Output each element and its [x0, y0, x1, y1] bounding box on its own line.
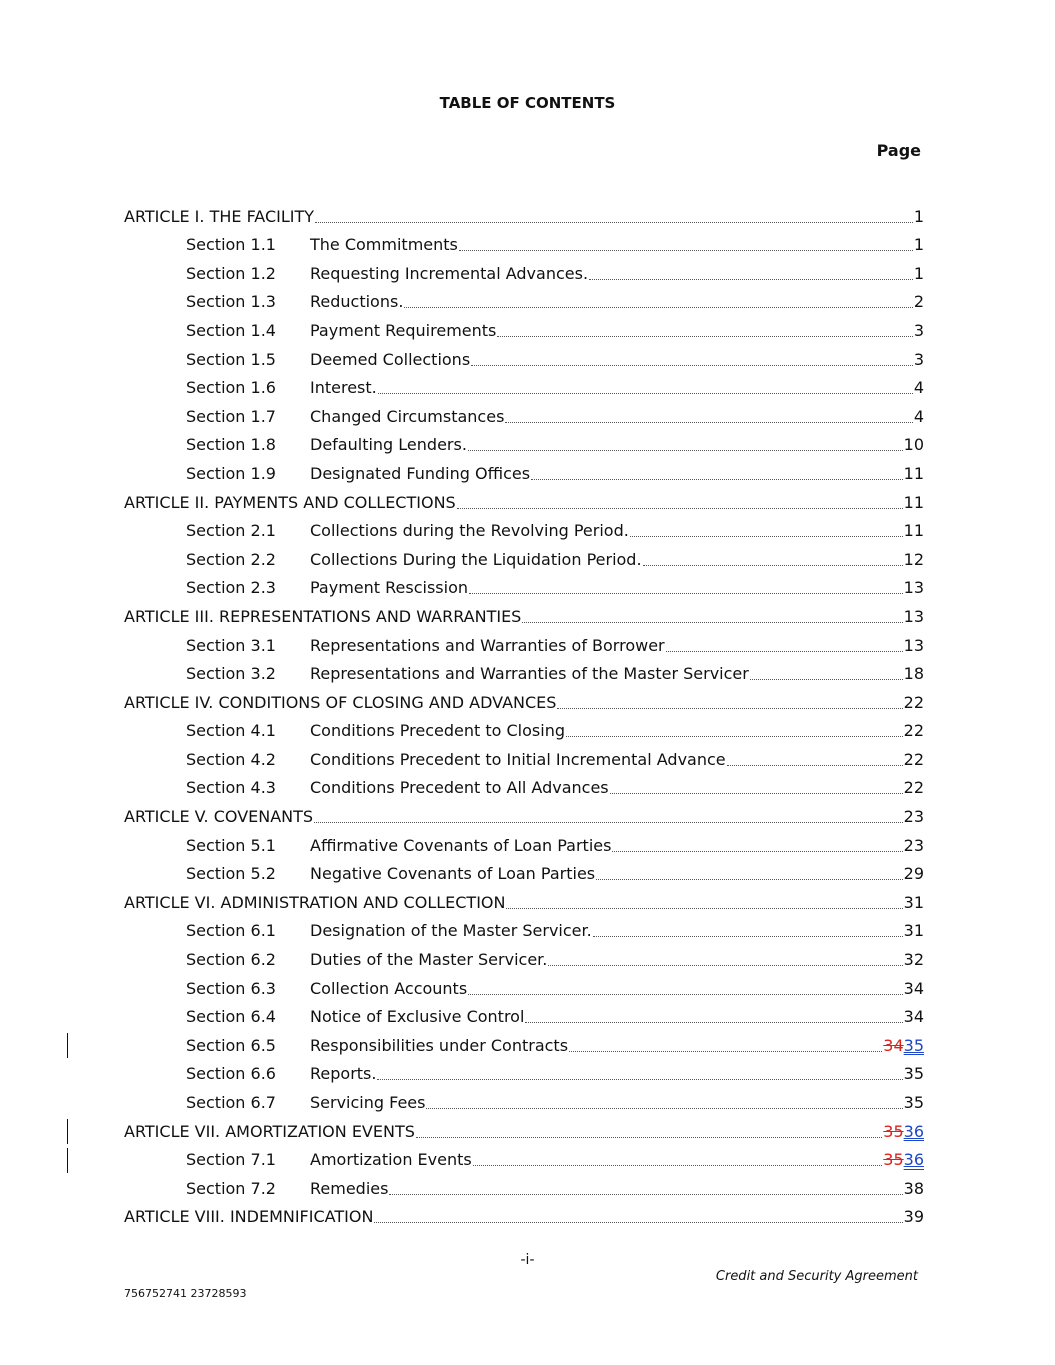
toc-section-number: Section 7.1	[186, 1150, 276, 1170]
dot-leader	[457, 507, 903, 509]
toc-page-number: 2	[913, 292, 924, 312]
toc-entry-label: Reductions.	[310, 292, 404, 312]
toc-entry-label: Servicing Fees	[310, 1093, 426, 1112]
inserted-page-number: 35	[903, 1035, 924, 1055]
toc-entry-label: Defaulting Lenders.	[310, 435, 467, 455]
dot-leader	[459, 249, 913, 251]
toc-page-number: 12	[903, 549, 924, 569]
change-bar	[67, 1119, 68, 1144]
toc-section-row[interactable]	[124, 288, 924, 317]
dot-leader	[531, 478, 903, 480]
dot-leader	[497, 335, 912, 337]
toc-section-row[interactable]	[124, 431, 924, 460]
dot-leader	[548, 964, 902, 966]
toc-section-row[interactable]	[124, 717, 924, 746]
deleted-page-number: 34	[883, 1035, 904, 1055]
dot-leader	[593, 935, 903, 937]
toc-entry-label: ARTICLE VIII. INDEMNIFICATION	[124, 1207, 374, 1227]
dot-leader	[314, 821, 903, 823]
toc-section-number: Section 6.4	[186, 1007, 276, 1027]
toc-page-number: 35	[903, 1064, 924, 1084]
toc-section-number: Section 1.2	[186, 263, 276, 283]
dot-leader	[374, 1221, 902, 1223]
toc-section-number: Section 6.2	[186, 950, 276, 970]
toc-section-number: Section 4.2	[186, 749, 276, 769]
toc-page-number: 39	[903, 1207, 924, 1227]
toc-page-number	[883, 1150, 924, 1174]
toc-entry-label: Amortization Events	[310, 1150, 472, 1170]
toc-article-row[interactable]	[124, 202, 924, 231]
toc-page-number: 22	[903, 749, 924, 769]
toc-page-number: 34	[903, 978, 924, 998]
toc-entry-label: Deemed Collections	[310, 349, 471, 369]
toc-entry-label: ARTICLE V. COVENANTS	[124, 807, 314, 827]
dot-leader	[505, 421, 912, 423]
deleted-page-number: 35	[883, 1150, 904, 1170]
change-bar	[67, 1033, 68, 1058]
toc-article-row[interactable]	[124, 1203, 924, 1232]
dot-leader	[389, 1193, 902, 1195]
toc-section-row[interactable]	[124, 631, 924, 660]
dot-leader	[596, 878, 903, 880]
toc-page-number: 34	[903, 1007, 924, 1027]
deleted-page-number: 35	[883, 1121, 904, 1141]
toc-entry-label: ARTICLE VI. ADMINISTRATION AND COLLECTION	[124, 892, 506, 912]
toc-section-number: Section 3.2	[186, 664, 276, 684]
dot-leader	[610, 792, 903, 794]
toc-page-number: 11	[903, 521, 924, 541]
toc-section-number: Section 2.3	[186, 578, 276, 598]
toc-section-row[interactable]	[124, 660, 924, 689]
toc-section-row[interactable]	[124, 745, 924, 774]
toc-section-number: Section 6.7	[186, 1093, 276, 1112]
toc-page-number: 35	[903, 1093, 924, 1112]
toc-entry-label: Negative Covenants of Loan Parties	[310, 864, 596, 884]
toc-entry-label: Reports.	[310, 1064, 377, 1084]
dot-leader	[569, 1050, 882, 1052]
toc-section-number: Section 4.3	[186, 778, 276, 798]
toc-page-number: 1	[913, 206, 924, 226]
toc-entry-label: Interest.	[310, 378, 377, 398]
page-title: TABLE OF CONTENTS	[439, 94, 616, 112]
toc-page-number: 13	[903, 578, 924, 598]
toc-section-row[interactable]	[124, 1146, 924, 1175]
toc-section-row[interactable]	[124, 402, 924, 431]
toc-entry-label: Designated Funding Offices	[310, 463, 531, 483]
toc-entry-label: Representations and Warranties of Borrower	[310, 635, 665, 655]
toc-section-number: Section 1.6	[186, 378, 276, 398]
toc-section-row[interactable]	[124, 860, 924, 889]
toc-entry-label: Collections During the Liquidation Period.	[310, 549, 642, 569]
dot-leader	[750, 678, 903, 680]
toc-page-number: 32	[903, 950, 924, 970]
toc-section-number: Section 2.2	[186, 549, 276, 569]
toc-entry-label: Notice of Exclusive Control	[310, 1007, 525, 1027]
toc-section-number: Section 3.1	[186, 635, 276, 655]
dot-leader	[566, 735, 903, 737]
toc-entry-label: Conditions Precedent to Closing	[310, 721, 565, 741]
toc-section-row[interactable]	[124, 945, 924, 974]
toc-section-number: Section 6.3	[186, 978, 276, 998]
toc-entry-label: Designation of the Master Servicer.	[310, 921, 592, 941]
document-title: Credit and Security Agreement	[715, 1269, 918, 1284]
toc-section-row[interactable]	[124, 1031, 924, 1060]
toc-article-row[interactable]	[124, 1117, 924, 1146]
toc-article-row[interactable]	[124, 688, 924, 717]
toc-section-number: Section 1.3	[186, 292, 276, 312]
toc-page-number: 23	[903, 807, 924, 827]
toc-section-number: Section 1.9	[186, 463, 276, 483]
toc-page-number: 13	[903, 635, 924, 655]
toc-page-number: 18	[903, 664, 924, 684]
dot-leader	[522, 621, 902, 623]
inserted-page-number: 36	[903, 1150, 924, 1170]
toc-section-number: Section 2.1	[186, 521, 276, 541]
toc-page-number	[883, 1036, 924, 1060]
toc-entry-label: Responsibilities under Contracts	[310, 1035, 569, 1055]
toc-entry-label: ARTICLE I. THE FACILITY	[124, 206, 315, 226]
dot-leader	[416, 1136, 882, 1138]
toc-entry-label: Conditions Precedent to Initial Incremental Advance	[310, 749, 726, 769]
toc-section-number: Section 1.1	[186, 235, 276, 255]
toc-page-number: 31	[903, 892, 924, 912]
toc-page-number: 29	[903, 864, 924, 884]
dot-leader	[630, 535, 903, 537]
document-id: 756752741 23728593	[124, 1287, 247, 1300]
toc-section-row[interactable]	[124, 574, 924, 603]
toc-page-number: 10	[903, 435, 924, 455]
toc-section-row[interactable]	[124, 517, 924, 546]
toc-section-row[interactable]	[124, 231, 924, 260]
toc-entry-label: ARTICLE II. PAYMENTS AND COLLECTIONS	[124, 492, 456, 512]
toc-section-number: Section 6.1	[186, 921, 276, 941]
toc-page-number: 22	[903, 721, 924, 741]
dot-leader	[589, 278, 913, 280]
toc-section-row[interactable]	[124, 545, 924, 574]
toc-entry-label: ARTICLE VII. AMORTIZATION EVENTS	[124, 1121, 415, 1141]
dot-leader	[557, 707, 902, 709]
toc-section-row[interactable]	[124, 974, 924, 1003]
dot-leader	[666, 650, 903, 652]
toc-page-number: 11	[903, 492, 924, 512]
toc-entry-label: Payment Rescission	[310, 578, 468, 598]
toc-entry-label: ARTICLE IV. CONDITIONS OF CLOSING AND ADVANCES	[124, 692, 557, 712]
toc-page-number: 38	[903, 1178, 924, 1198]
toc-section-number: Section 1.8	[186, 435, 276, 455]
toc-article-row[interactable]	[124, 488, 924, 517]
dot-leader	[643, 564, 903, 566]
toc-section-number: Section 1.4	[186, 320, 276, 340]
dot-leader	[506, 907, 902, 909]
toc-article-row[interactable]	[124, 602, 924, 631]
toc-page-number: 31	[903, 921, 924, 941]
dot-leader	[469, 592, 903, 594]
dot-leader	[378, 392, 913, 394]
toc-page-number: 23	[903, 835, 924, 855]
toc-entry-label: Remedies	[310, 1178, 389, 1198]
dot-leader	[468, 993, 902, 995]
dot-leader	[315, 221, 913, 223]
dot-leader	[404, 306, 912, 308]
toc-section-number: Section 5.1	[186, 835, 276, 855]
toc-section-row[interactable]	[124, 774, 924, 803]
toc-page-number: 1	[913, 263, 924, 283]
toc-section-row[interactable]	[124, 1003, 924, 1032]
toc-section-row[interactable]	[124, 831, 924, 860]
toc-entry-label: Conditions Precedent to All Advances	[310, 778, 609, 798]
dot-leader	[727, 764, 903, 766]
dot-leader	[468, 449, 903, 451]
toc-section-row[interactable]	[124, 316, 924, 345]
toc-section-number: Section 7.2	[186, 1178, 276, 1198]
table-of-contents	[124, 202, 924, 1231]
toc-section-row[interactable]	[124, 345, 924, 374]
toc-page-number: 3	[913, 349, 924, 369]
toc-section-row[interactable]	[124, 374, 924, 403]
toc-section-row[interactable]	[124, 459, 924, 488]
toc-entry-label: Representations and Warranties of the Master Servicer	[310, 664, 749, 684]
toc-entry-label: Requesting Incremental Advances.	[310, 263, 589, 283]
toc-section-number: Section 6.5	[186, 1035, 276, 1055]
toc-page-number: 1	[913, 235, 924, 255]
toc-entry-label: Payment Requirements	[310, 320, 497, 340]
toc-page-number: 22	[903, 778, 924, 798]
toc-article-row[interactable]	[124, 802, 924, 831]
change-bar	[67, 1148, 68, 1173]
toc-entry-label: The Commitments	[310, 235, 458, 255]
dot-leader	[473, 1164, 883, 1166]
toc-page-number	[883, 1122, 924, 1146]
toc-entry-label: Collection Accounts	[310, 978, 468, 998]
toc-section-row[interactable]	[124, 1088, 924, 1117]
toc-section-number: Section 1.5	[186, 349, 276, 369]
toc-entry-label: Collections during the Revolving Period.	[310, 521, 629, 541]
toc-section-row[interactable]	[124, 1060, 924, 1089]
toc-section-number: Section 5.2	[186, 864, 276, 884]
toc-section-row[interactable]	[124, 917, 924, 946]
page-column-header: Page	[876, 141, 921, 160]
dot-leader	[426, 1107, 902, 1109]
dot-leader	[377, 1078, 902, 1080]
toc-entry-label: Changed Circumstances	[310, 406, 505, 426]
toc-section-row[interactable]	[124, 259, 924, 288]
toc-entry-label: ARTICLE III. REPRESENTATIONS AND WARRANTIES	[124, 606, 522, 626]
inserted-page-number: 36	[903, 1121, 924, 1141]
dot-leader	[612, 850, 902, 852]
toc-section-number: Section 1.7	[186, 406, 276, 426]
dot-leader	[471, 364, 913, 366]
toc-page-number: 13	[903, 606, 924, 626]
toc-section-row[interactable]	[124, 1174, 924, 1203]
page-number: -i-	[520, 1252, 535, 1268]
toc-article-row[interactable]	[124, 888, 924, 917]
toc-entry-label: Affirmative Covenants of Loan Parties	[310, 835, 612, 855]
dot-leader	[525, 1021, 902, 1023]
toc-page-number: 11	[903, 463, 924, 483]
toc-page-number: 22	[903, 692, 924, 712]
toc-page-number: 3	[913, 320, 924, 340]
toc-page-number: 4	[913, 406, 924, 426]
toc-section-number: Section 6.6	[186, 1064, 276, 1084]
toc-section-number: Section 4.1	[186, 721, 276, 741]
toc-page-number: 4	[913, 378, 924, 398]
toc-entry-label: Duties of the Master Servicer.	[310, 950, 548, 970]
